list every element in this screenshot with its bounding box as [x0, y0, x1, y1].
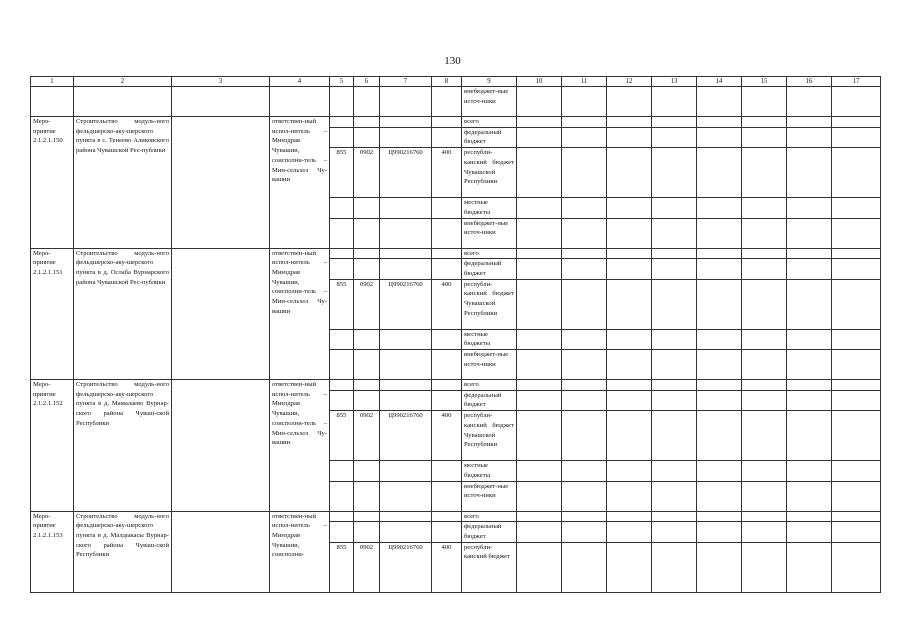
value-cell — [562, 390, 607, 410]
code-cell — [380, 259, 432, 279]
column-number-cell: 6 — [354, 77, 380, 87]
value-cell — [742, 218, 787, 248]
table-row — [31, 87, 881, 117]
value-cell — [562, 127, 607, 147]
code-cell — [432, 380, 462, 391]
grbs-code-cell: 855 — [330, 148, 354, 198]
value-cell — [562, 87, 607, 117]
code-cell — [432, 350, 462, 380]
value-cell — [652, 481, 697, 511]
code-cell — [330, 127, 354, 147]
value-cell — [787, 329, 832, 349]
value-cell — [787, 380, 832, 391]
table-row — [31, 248, 881, 259]
table-body — [31, 77, 881, 593]
value-cell — [742, 127, 787, 147]
funding-source-cell: республи-канский бюджет Чувашской Республики — [462, 148, 517, 198]
value-cell — [787, 279, 832, 329]
value-cell — [517, 248, 562, 259]
code-cell — [330, 390, 354, 410]
funding-source-cell: всего — [462, 248, 517, 259]
value-cell — [697, 127, 742, 147]
value-cell — [652, 511, 697, 522]
value-cell — [832, 461, 881, 481]
value-cell — [607, 279, 652, 329]
page-number: 130 — [444, 55, 461, 67]
value-cell — [607, 542, 652, 592]
value-cell — [697, 542, 742, 592]
value-cell — [832, 329, 881, 349]
value-cell — [562, 248, 607, 259]
value-cell — [697, 218, 742, 248]
value-cell — [517, 380, 562, 391]
code-cell — [330, 522, 354, 542]
value-cell — [607, 522, 652, 542]
value-cell — [517, 87, 562, 117]
value-cell — [652, 522, 697, 542]
value-cell — [562, 198, 607, 218]
csr-code-cell: Ц990216760 — [380, 148, 432, 198]
vr-code-cell: 400 — [432, 411, 462, 461]
executor-cell: ответствен-ный испол-нитель – Минздрав Чувашии, соисполни-тель – Мин-сельхоз Чу-вашии — [270, 380, 330, 512]
csr-code-cell: Ц990216760 — [380, 542, 432, 592]
funding-source-cell: федеральный бюджет — [462, 259, 517, 279]
value-cell — [607, 248, 652, 259]
value-cell — [742, 329, 787, 349]
code-cell — [380, 198, 432, 218]
code-cell — [380, 380, 432, 391]
value-cell — [517, 511, 562, 522]
code-cell — [354, 522, 380, 542]
measure-id-cell: Меро-приятие 2.1.2.1.153 — [31, 511, 74, 592]
code-cell — [354, 511, 380, 522]
value-cell — [787, 218, 832, 248]
code-cell — [330, 87, 354, 117]
source-cell: внебюджет-ные источ-ники — [462, 87, 517, 117]
column-number-cell: 13 — [652, 77, 697, 87]
code-cell — [330, 380, 354, 391]
value-cell — [517, 148, 562, 198]
value-cell — [607, 411, 652, 461]
value-cell — [517, 390, 562, 410]
value-cell — [787, 522, 832, 542]
grbs-code-cell: 855 — [330, 411, 354, 461]
vr-code-cell: 400 — [432, 279, 462, 329]
funding-source-cell: республи-канский бюджет — [462, 542, 517, 592]
value-cell — [607, 117, 652, 128]
code-cell — [432, 511, 462, 522]
value-cell — [697, 148, 742, 198]
value-cell — [517, 350, 562, 380]
value-cell — [787, 198, 832, 218]
funding-source-cell: республи-канский бюджет Чувашской Республики — [462, 411, 517, 461]
column-number-cell: 2 — [74, 77, 172, 87]
value-cell — [652, 350, 697, 380]
value-cell — [742, 259, 787, 279]
code-cell — [432, 218, 462, 248]
value-cell — [742, 350, 787, 380]
value-cell — [607, 511, 652, 522]
column-number-cell: 17 — [832, 77, 881, 87]
code-cell — [432, 481, 462, 511]
empty-cell — [172, 511, 270, 592]
value-cell — [562, 380, 607, 391]
column-number-cell: 5 — [330, 77, 354, 87]
value-cell — [832, 390, 881, 410]
code-cell — [380, 511, 432, 522]
column-number-cell: 9 — [462, 77, 517, 87]
code-cell — [330, 248, 354, 259]
value-cell — [652, 411, 697, 461]
value-cell — [742, 481, 787, 511]
funding-source-cell: федеральный бюджет — [462, 522, 517, 542]
value-cell — [697, 87, 742, 117]
value-cell — [832, 117, 881, 128]
value-cell — [742, 117, 787, 128]
value-cell — [742, 542, 787, 592]
value-cell — [742, 248, 787, 259]
column-number-cell: 3 — [172, 77, 270, 87]
value-cell — [832, 522, 881, 542]
measure-cell — [31, 87, 74, 117]
code-cell — [354, 350, 380, 380]
code-cell — [380, 522, 432, 542]
value-cell — [652, 117, 697, 128]
code-cell — [432, 248, 462, 259]
value-cell — [517, 542, 562, 592]
value-cell — [697, 259, 742, 279]
code-cell — [330, 259, 354, 279]
value-cell — [517, 198, 562, 218]
value-cell — [562, 350, 607, 380]
empty-cell — [172, 248, 270, 380]
value-cell — [742, 522, 787, 542]
value-cell — [697, 248, 742, 259]
value-cell — [697, 461, 742, 481]
value-cell — [832, 350, 881, 380]
vr-code-cell: 400 — [432, 542, 462, 592]
code-cell — [354, 198, 380, 218]
code-cell — [354, 248, 380, 259]
column-number-cell: 10 — [517, 77, 562, 87]
value-cell — [607, 461, 652, 481]
code-cell — [330, 218, 354, 248]
value-cell — [742, 380, 787, 391]
code-cell — [354, 390, 380, 410]
value-cell — [787, 248, 832, 259]
column-number-cell: 15 — [742, 77, 787, 87]
description-cell — [74, 87, 172, 117]
value-cell — [697, 117, 742, 128]
empty-cell — [172, 380, 270, 512]
funding-source-cell: местные бюджеты — [462, 198, 517, 218]
vr-code-cell: 400 — [432, 148, 462, 198]
measure-description-cell: Строительство модуль-ного фельдшерско-аку-шерского пункта в с. Тенеево Аликовского района Чувашской Рес-публики — [74, 117, 172, 249]
value-cell — [652, 279, 697, 329]
executor-cell: ответствен-ный испол-нитель – Минздрав Чувашии, соисполни-тель – Мин-сельхоз Чу-вашии — [270, 117, 330, 249]
funding-source-cell: республи-канский бюджет Чувашской Республики — [462, 279, 517, 329]
measure-description-cell: Строительство модуль-ного фельдшерско-аку-шерского пункта в д. Ослаба Вурнарского района Чувашской Рес-публики — [74, 248, 172, 380]
code-cell — [330, 511, 354, 522]
funding-source-cell: федеральный бюджет — [462, 390, 517, 410]
value-cell — [652, 259, 697, 279]
table-row — [31, 380, 881, 391]
value-cell — [787, 542, 832, 592]
value-cell — [607, 390, 652, 410]
value-cell — [607, 198, 652, 218]
rzpr-code-cell: 0902 — [354, 411, 380, 461]
measure-id-cell: Меро-приятие 2.1.2.1.150 — [31, 117, 74, 249]
column-number-cell: 12 — [607, 77, 652, 87]
value-cell — [652, 380, 697, 391]
value-cell — [652, 542, 697, 592]
code-cell — [380, 390, 432, 410]
value-cell — [517, 411, 562, 461]
code-cell — [432, 522, 462, 542]
value-cell — [832, 481, 881, 511]
value-cell — [832, 127, 881, 147]
value-cell — [607, 329, 652, 349]
value-cell — [832, 259, 881, 279]
value-cell — [832, 542, 881, 592]
value-cell — [607, 259, 652, 279]
value-cell — [832, 279, 881, 329]
value-cell — [562, 511, 607, 522]
value-cell — [832, 380, 881, 391]
value-cell — [517, 481, 562, 511]
value-cell — [742, 279, 787, 329]
value-cell — [742, 511, 787, 522]
value-cell — [517, 117, 562, 128]
value-cell — [607, 350, 652, 380]
empty-cell — [172, 87, 270, 117]
value-cell — [697, 481, 742, 511]
code-cell — [380, 461, 432, 481]
executor-cell: ответствен-ный испол-нитель – Минздрав Чувашии, соисполни-тель – Мин-сельхоз Чу-вашии — [270, 248, 330, 380]
code-cell — [380, 127, 432, 147]
code-cell — [330, 117, 354, 128]
value-cell — [787, 148, 832, 198]
code-cell — [432, 117, 462, 128]
code-cell — [380, 350, 432, 380]
value-cell — [652, 218, 697, 248]
value-cell — [517, 218, 562, 248]
value-cell — [652, 148, 697, 198]
code-cell — [380, 117, 432, 128]
value-cell — [697, 350, 742, 380]
value-cell — [832, 87, 881, 117]
code-cell — [354, 481, 380, 511]
csr-code-cell: Ц990216760 — [380, 411, 432, 461]
value-cell — [787, 117, 832, 128]
table-row — [31, 117, 881, 128]
value-cell — [562, 117, 607, 128]
value-cell — [697, 511, 742, 522]
funding-source-cell: местные бюджеты — [462, 461, 517, 481]
value-cell — [652, 127, 697, 147]
value-cell — [562, 279, 607, 329]
value-cell — [787, 127, 832, 147]
funding-source-cell: местные бюджеты — [462, 329, 517, 349]
code-cell — [354, 117, 380, 128]
value-cell — [517, 522, 562, 542]
value-cell — [787, 87, 832, 117]
column-number-cell: 11 — [562, 77, 607, 87]
code-cell — [330, 198, 354, 218]
value-cell — [652, 329, 697, 349]
code-cell — [432, 329, 462, 349]
measure-id-cell: Меро-приятие 2.1.2.1.151 — [31, 248, 74, 380]
executor-cell — [270, 87, 330, 117]
empty-cell — [172, 117, 270, 249]
code-cell — [354, 461, 380, 481]
value-cell — [787, 350, 832, 380]
value-cell — [562, 461, 607, 481]
code-cell — [432, 461, 462, 481]
value-cell — [652, 390, 697, 410]
value-cell — [787, 481, 832, 511]
code-cell — [354, 329, 380, 349]
csr-code-cell: Ц990216760 — [380, 279, 432, 329]
value-cell — [517, 329, 562, 349]
value-cell — [742, 87, 787, 117]
value-cell — [607, 218, 652, 248]
value-cell — [652, 461, 697, 481]
table-row — [31, 511, 881, 522]
value-cell — [607, 87, 652, 117]
funding-source-cell: федеральный бюджет — [462, 127, 517, 147]
code-cell — [380, 218, 432, 248]
funding-source-cell: внебюджет-ные источ-ники — [462, 350, 517, 380]
code-cell — [432, 259, 462, 279]
code-cell — [330, 481, 354, 511]
value-cell — [697, 380, 742, 391]
value-cell — [562, 218, 607, 248]
value-cell — [832, 248, 881, 259]
column-number-cell: 1 — [31, 77, 74, 87]
code-cell — [354, 218, 380, 248]
grbs-code-cell: 855 — [330, 542, 354, 592]
value-cell — [697, 198, 742, 218]
funding-source-cell: всего — [462, 380, 517, 391]
rzpr-code-cell: 0902 — [354, 148, 380, 198]
column-number-cell: 14 — [697, 77, 742, 87]
code-cell — [432, 87, 462, 117]
rzpr-code-cell: 0902 — [354, 279, 380, 329]
value-cell — [742, 411, 787, 461]
value-cell — [787, 259, 832, 279]
code-cell — [380, 481, 432, 511]
value-cell — [742, 390, 787, 410]
funding-source-cell: внебюджет-ные источ-ники — [462, 218, 517, 248]
column-number-cell: 16 — [787, 77, 832, 87]
executor-cell: ответствен-ный испол-нитель – Минздрав Чувашии, соисполни- — [270, 511, 330, 592]
value-cell — [562, 522, 607, 542]
value-cell — [652, 198, 697, 218]
value-cell — [562, 148, 607, 198]
code-cell — [432, 127, 462, 147]
value-cell — [517, 127, 562, 147]
value-cell — [607, 380, 652, 391]
value-cell — [787, 461, 832, 481]
funding-source-cell: внебюджет-ные источ-ники — [462, 481, 517, 511]
value-cell — [562, 542, 607, 592]
value-cell — [517, 259, 562, 279]
code-cell — [380, 87, 432, 117]
value-cell — [517, 461, 562, 481]
value-cell — [607, 148, 652, 198]
column-number-cell: 4 — [270, 77, 330, 87]
value-cell — [832, 411, 881, 461]
code-cell — [432, 198, 462, 218]
value-cell — [697, 522, 742, 542]
funding-source-cell: всего — [462, 117, 517, 128]
value-cell — [652, 248, 697, 259]
code-cell — [354, 87, 380, 117]
column-number-cell: 8 — [432, 77, 462, 87]
value-cell — [697, 411, 742, 461]
value-cell — [832, 148, 881, 198]
column-number-row — [31, 77, 881, 87]
value-cell — [697, 279, 742, 329]
value-cell — [832, 218, 881, 248]
code-cell — [354, 259, 380, 279]
value-cell — [742, 198, 787, 218]
value-cell — [787, 390, 832, 410]
measure-description-cell: Строительство модуль-ного фельдшерско-аку-шерского пункта в д. Малдыкасы Вурнар-ского района Чуваш-ской Республики — [74, 511, 172, 592]
measure-description-cell: Строительство модуль-ного фельдшерско-аку-шерского пункта в д. Мамалаево Вурнар-ского района Чуваш-ской Республики — [74, 380, 172, 512]
value-cell — [607, 481, 652, 511]
code-cell — [380, 329, 432, 349]
value-cell — [697, 390, 742, 410]
grbs-code-cell: 855 — [330, 279, 354, 329]
code-cell — [432, 390, 462, 410]
column-number-cell: 7 — [380, 77, 432, 87]
measure-id-cell: Меро-приятие 2.1.2.1.152 — [31, 380, 74, 512]
value-cell — [562, 411, 607, 461]
rzpr-code-cell: 0902 — [354, 542, 380, 592]
code-cell — [380, 248, 432, 259]
value-cell — [652, 87, 697, 117]
value-cell — [832, 198, 881, 218]
value-cell — [562, 329, 607, 349]
budget-table — [30, 76, 881, 593]
value-cell — [517, 279, 562, 329]
value-cell — [787, 511, 832, 522]
value-cell — [742, 461, 787, 481]
code-cell — [330, 350, 354, 380]
value-cell — [562, 259, 607, 279]
value-cell — [607, 127, 652, 147]
code-cell — [354, 127, 380, 147]
value-cell — [562, 481, 607, 511]
value-cell — [742, 148, 787, 198]
value-cell — [697, 329, 742, 349]
code-cell — [354, 380, 380, 391]
value-cell — [832, 511, 881, 522]
funding-source-cell: всего — [462, 511, 517, 522]
value-cell — [787, 411, 832, 461]
code-cell — [330, 329, 354, 349]
code-cell — [330, 461, 354, 481]
